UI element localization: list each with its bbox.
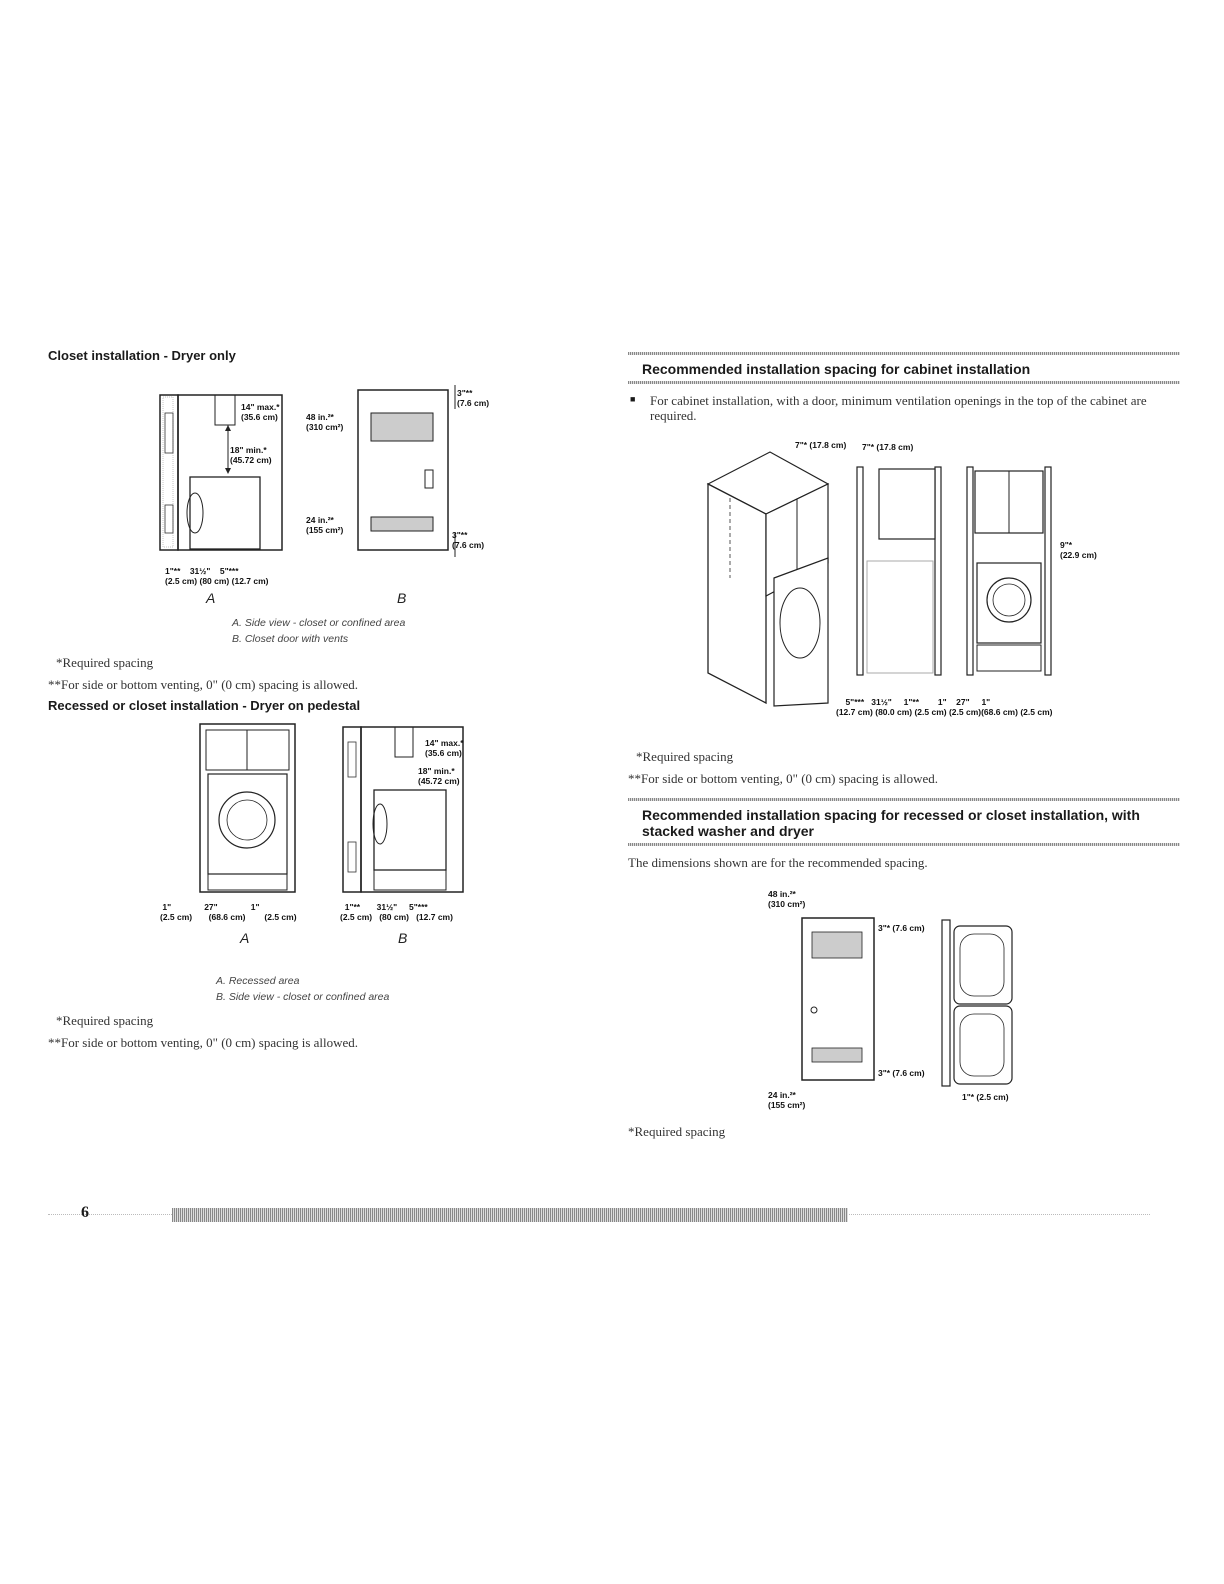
bullet-icon: ■ bbox=[630, 394, 636, 404]
pedestal-min18-label: 18" min.* (45.72 cm) bbox=[418, 766, 460, 786]
closet-top3-label: 3"** (7.6 cm) bbox=[457, 388, 490, 408]
pedestal-caption-b: B. Side view - closet or confined area bbox=[216, 991, 390, 1003]
cabinet-bullet-text: For cabinet installation, with a door, minimum ventilation openings in the top of the cabinet are required. bbox=[650, 393, 1147, 423]
cabinet-bottom-dims: 5"*** 31½" 1"** 1" 27" 1" (12.7 cm) (80.0 cm) (2.5 cm) (2.5 cm)(68.6 cm) (2.5 cm) bbox=[836, 697, 1053, 717]
closet-vent48-label: 48 in.²* (310 cm²) bbox=[306, 412, 344, 432]
closet-section-title: Closet installation - Dryer only bbox=[48, 348, 236, 363]
closet-bot3-label: 3"** (7.6 cm) bbox=[452, 530, 485, 550]
closet-label-a: A bbox=[206, 590, 216, 606]
stacked-note-required: *Required spacing bbox=[628, 1124, 726, 1139]
cabinet-note-required: *Required spacing bbox=[636, 749, 734, 764]
stacked-top-rule bbox=[628, 798, 1180, 801]
footer-band bbox=[172, 1208, 848, 1222]
pedestal-a-dims: 1" 27" 1" (2.5 cm) (68.6 cm) (2.5 cm) bbox=[160, 902, 297, 922]
closet-bottom-dims: 1"** 31½" 5"*** (2.5 cm) (80 cm) (12.7 cm) bbox=[165, 566, 269, 586]
stacked-intro: The dimensions shown are for the recommended spacing. bbox=[628, 855, 928, 870]
stacked-top3-label: 3"* (7.6 cm) bbox=[878, 923, 925, 933]
closet-max14-label: 14" max.* (35.6 cm) bbox=[241, 402, 280, 422]
stacked-door-diagram bbox=[800, 916, 876, 1082]
cabinet-gap9-label: 9"* (22.9 cm) bbox=[1060, 540, 1097, 560]
recessed-area-diagram bbox=[198, 722, 298, 894]
stacked-section-title: Recommended installation spacing for recessed or closet installation, with stacked washer and dryer bbox=[642, 807, 1140, 839]
cabinet-top7a-label: 7"* (17.8 cm) bbox=[795, 440, 847, 450]
stacked-vent48-label: 48 in.²* (310 cm²) bbox=[768, 889, 806, 909]
closet-caption-b: B. Closet door with vents bbox=[232, 633, 349, 645]
closet-side-view-diagram bbox=[155, 385, 305, 555]
pedestal-label-b: B bbox=[398, 930, 408, 946]
stacked-side1-label: 1"* (2.5 cm) bbox=[962, 1092, 1009, 1102]
stacked-units-diagram bbox=[940, 918, 1020, 1088]
pedestal-note-venting: **For side or bottom venting, 0" (0 cm) spacing is allowed. bbox=[48, 1035, 359, 1050]
cabinet-note-venting: **For side or bottom venting, 0" (0 cm) spacing is allowed. bbox=[628, 771, 939, 786]
pedestal-note-required: *Required spacing bbox=[56, 1013, 154, 1028]
pedestal-section-title: Recessed or closet installation - Dryer on pedestal bbox=[48, 698, 361, 713]
closet-door-vents-diagram bbox=[355, 385, 465, 560]
pedestal-max14-label: 14" max.* (35.6 cm) bbox=[425, 738, 464, 758]
cabinet-top7b-label: 7"* (17.8 cm) bbox=[862, 442, 914, 452]
stacked-vent24-label: 24 in.²* (155 cm²) bbox=[768, 1090, 806, 1110]
closet-note-required: *Required spacing bbox=[56, 655, 154, 670]
stacked-bottom-rule bbox=[628, 843, 1180, 846]
cabinet-bottom-rule bbox=[628, 381, 1180, 384]
cabinet-side-diagram bbox=[855, 465, 945, 677]
closet-note-venting: **For side or bottom venting, 0" (0 cm) spacing is allowed. bbox=[48, 677, 359, 692]
pedestal-caption-a: A. Recessed area bbox=[216, 975, 300, 987]
cabinet-section-title: Recommended installation spacing for cabinet installation bbox=[642, 361, 1031, 377]
cabinet-perspective-diagram bbox=[700, 448, 835, 710]
page-number: 6 bbox=[81, 1204, 89, 1221]
pedestal-b-dims: 1"** 31½" 5"*** (2.5 cm) (80 cm) (12.7 cm) bbox=[340, 902, 453, 922]
cabinet-top-rule bbox=[628, 352, 1180, 355]
closet-label-b: B bbox=[397, 590, 407, 606]
stacked-bot3-label: 3"* (7.6 cm) bbox=[878, 1068, 925, 1078]
closet-vent24-label: 24 in.²* (155 cm²) bbox=[306, 515, 344, 535]
closet-caption-a: A. Side view - closet or confined area bbox=[232, 617, 406, 629]
pedestal-label-a: A bbox=[240, 930, 250, 946]
cabinet-front-diagram bbox=[965, 465, 1055, 677]
closet-min18-label: 18" min.* (45.72 cm) bbox=[230, 445, 272, 465]
